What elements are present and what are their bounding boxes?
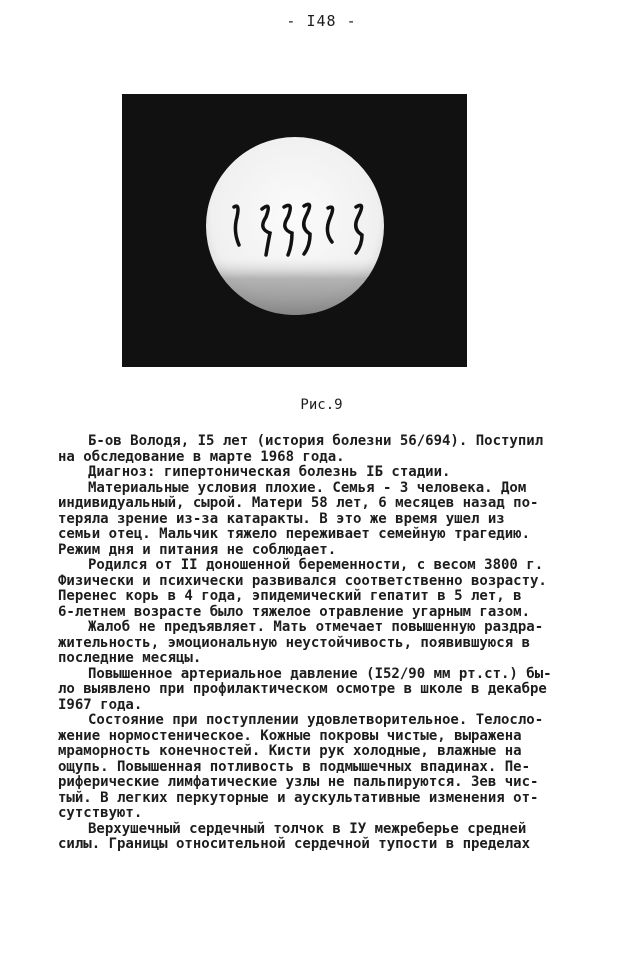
figure-caption: Рис.9 (300, 397, 343, 413)
paragraph-heart: Верхушечный сердечный толчок в IУ межреберье средней силы. Границы относительной сердечной тупости в пределах (58, 820, 531, 852)
paragraph-birth-history: Родился от II доношенной беременности, с весом 3800 г. Физически и психически развивался соответственно возрасту. Перенес корь в 4 года, эпидемический гепатит в 5 лет, в 6-летнем возрасте было тяжелое отравление угарным газом. (58, 557, 547, 620)
paragraph-diagnosis: Диагноз: гипертоническая болезнь IБ стадии. (88, 464, 451, 480)
paragraph-status-on-admission: Состояние при поступлении удовлетворительное. Телосло- жение нормостеническое. Кожные покровы чистые, выражена мраморность конечностей. Кисти рук холодные, влажные на ощупь. Повышенная потливость в подмышечных впадинах. Пе- риферические лимфатические узлы не пальпируются. Зев чис- тый. В легких перкуторные и аускультативные изменения от- сутствуют. (58, 712, 544, 821)
figure-photo (122, 94, 467, 367)
paragraph-living-conditions: Материальные условия плохие. Семья - 3 человека. Дом индивидуальный, сырой. Матери 58 лет, 6 месяцев назад по- теряла зрение из-за катаракты. В это же время ушел из семьи отец. Мальчик тяжело переживает семейную трагедию. Режим дня и питания не соблюдает. (58, 479, 539, 558)
body-text (58, 434, 588, 853)
paragraph-blood-pressure: Повышенное артериальное давление (I52/90 мм рт.ст.) бы- ло выявлено при профилактическом осмотре в школе в декабре I967 года. (58, 665, 552, 713)
paragraph-patient-intro: Б-ов Володя, I5 лет (история болезни 56/694). Поступил на обследование в марте 1968 года. (58, 433, 544, 465)
page-number: - I48 - (286, 12, 357, 30)
paragraph-complaints: Жалоб не предъявляет. Мать отмечает повышенную раздра- жительность, эмоциональную неустойчивость, появившуюся в последние месяцы. (58, 619, 544, 666)
microscope-image (122, 94, 467, 367)
